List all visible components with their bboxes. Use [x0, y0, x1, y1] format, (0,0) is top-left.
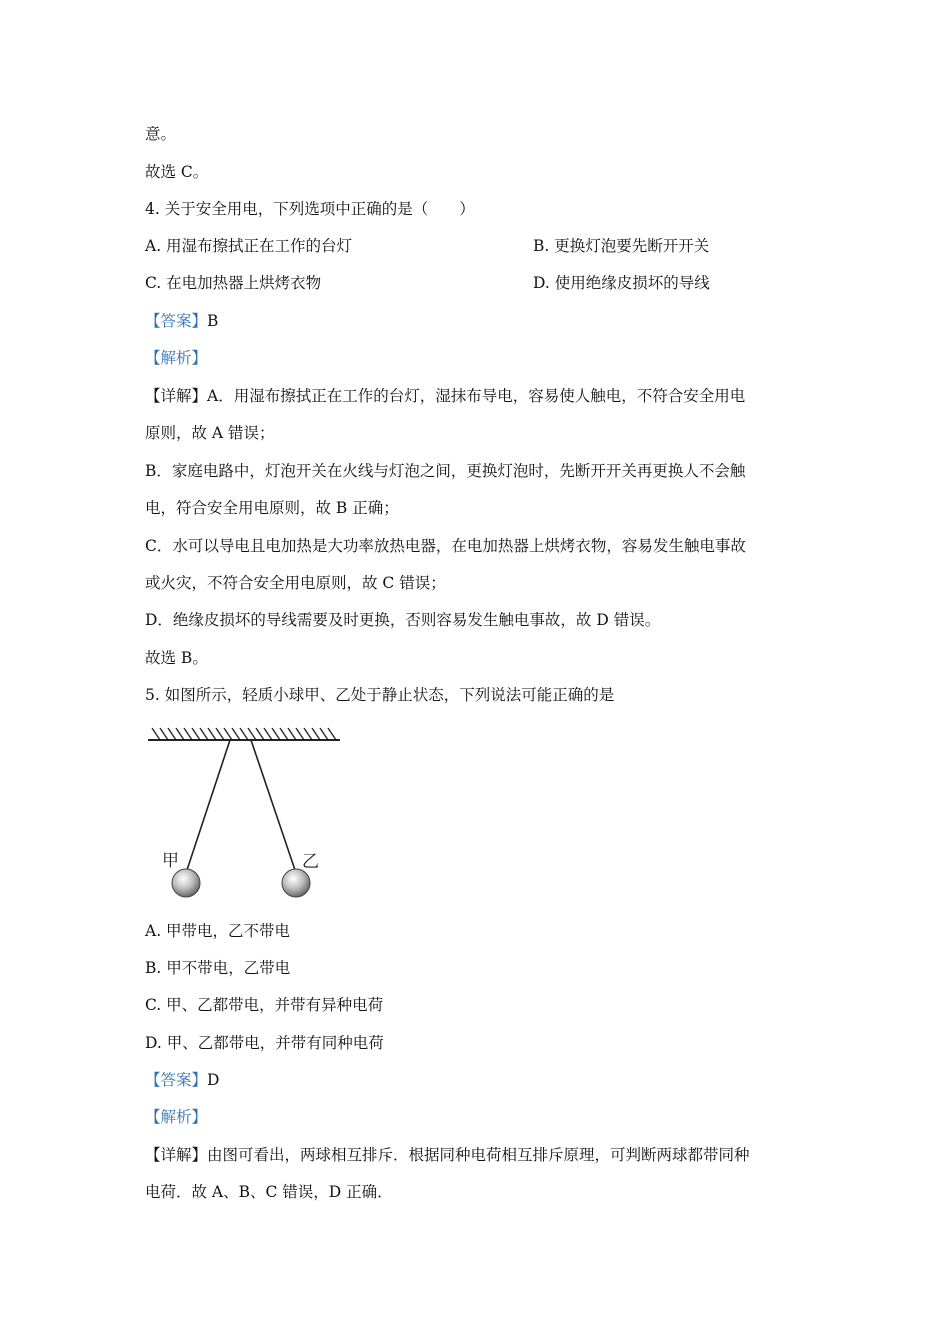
q5-answer-value: D [207, 1071, 220, 1089]
string-left [187, 740, 230, 870]
q4-option-c: C. 在电加热器上烘烤衣物 [145, 274, 322, 292]
q4-answer [145, 311, 218, 331]
q4-detail-line-1 [145, 386, 745, 406]
q5-stem: 5. 如图所示，轻质小球甲、乙处于静止状态，下列说法可能正确的是 [145, 686, 615, 704]
q4-detail-line-5: C．水可以导电且电加热是大功率放热电器，在电加热器上烘烤衣物，容易发生触电事故 [145, 537, 746, 555]
q5-detail-line-1 [145, 1145, 750, 1165]
q5-detail-line-2: 电荷．故 A、B、C 错误，D 正确． [145, 1183, 393, 1201]
ceiling-hatch [148, 728, 340, 740]
q4-conclusion: 故选 B。 [145, 649, 208, 667]
q4-detail-line-4: 电，符合安全用电原则，故 B 正确； [145, 499, 399, 517]
label-yi: 乙 [302, 852, 319, 872]
q4-detail-text-1: A．用湿布擦拭正在工作的台灯，湿抹布导电，容易使人触电，不符合安全用电 [207, 387, 746, 405]
q5-option-d: D. 甲、乙都带电，并带有同种电荷 [145, 1034, 384, 1052]
q4-detail-line-6: 或火灾，不符合安全用电原则，故 C 错误； [145, 574, 446, 592]
pendulum-figure [140, 720, 350, 905]
q5-answer-tag: 【答案】 [145, 1071, 208, 1089]
prev-tail-text: 意。 [145, 125, 177, 143]
q4-answer-value: B [207, 312, 219, 330]
q5-detail-text-1: 由图可看出，两球相互排斥．根据同种电荷相互排斥原理，可判断两球都带同种 [207, 1146, 750, 1164]
q4-answer-tag: 【答案】 [145, 312, 208, 330]
q4-detail-tag: 【详解】 [145, 387, 208, 405]
prev-conclusion: 故选 C。 [145, 163, 209, 181]
q5-option-c: C. 甲、乙都带电，并带有异种电荷 [145, 996, 384, 1014]
q5-answer [145, 1070, 219, 1090]
q4-option-b: B. 更换灯泡要先断开开关 [533, 237, 710, 255]
q5-analysis-tag: 【解析】 [145, 1108, 208, 1126]
q5-option-a: A. 甲带电，乙不带电 [145, 922, 291, 940]
q4-analysis-tag: 【解析】 [145, 349, 208, 367]
q5-detail-tag: 【详解】 [145, 1146, 208, 1164]
q5-option-b: B. 甲不带电，乙带电 [145, 959, 291, 977]
q4-detail-line-7: D．绝缘皮损坏的导线需要及时更换，否则容易发生触电事故，故 D 错误。 [145, 611, 661, 629]
label-jia: 甲 [162, 851, 179, 871]
q4-detail-line-3: B．家庭电路中，灯泡开关在火线与灯泡之间，更换灯泡时，先断开开关再更换人不会触 [145, 462, 746, 480]
string-right [251, 740, 295, 870]
q4-option-a: A. 用湿布擦拭正在工作的台灯 [145, 237, 353, 255]
q4-option-d: D. 使用绝缘皮损坏的导线 [533, 274, 710, 292]
ball-right [282, 869, 310, 897]
q4-stem: 4. 关于安全用电，下列选项中正确的是（ ） [145, 200, 475, 218]
ball-left [172, 869, 200, 897]
q4-detail-line-2: 原则，故 A 错误； [145, 424, 275, 442]
